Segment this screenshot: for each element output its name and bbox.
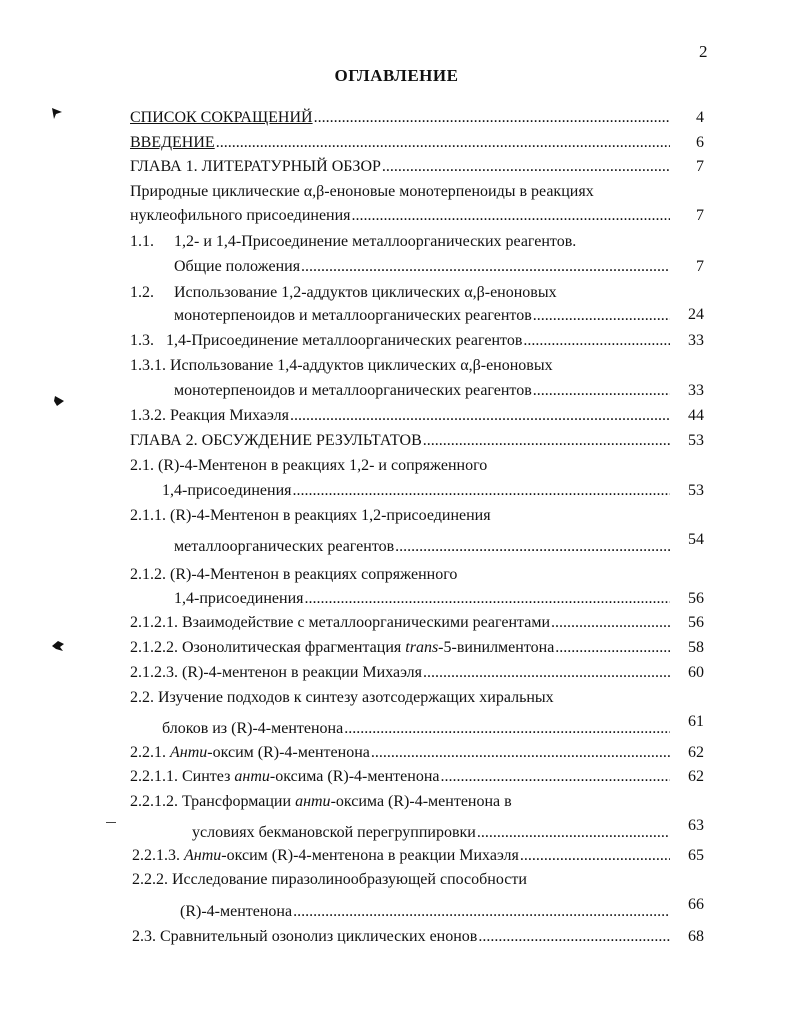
toc-entry <box>130 743 670 763</box>
toc-entry-title: (R)-4-ментенона <box>180 903 293 920</box>
toc-entry-title: 1,4-присоединения <box>162 482 292 499</box>
page-number: 2 <box>699 42 708 61</box>
title-italic: Анти <box>170 744 208 761</box>
toc-entry-line1: Использование 1,2-аддуктов циклических α,β-еноновых <box>174 284 557 301</box>
margin-tick <box>106 822 116 823</box>
title-prefix: 2.2.1.2. Трансформации <box>130 793 296 810</box>
toc-entry <box>130 406 670 426</box>
toc-entry-title: 2.1.2.1. Взаимодействие с металлоорганическими реагентами <box>130 614 551 631</box>
title-prefix: 2.1.2.2. Озонолитическая фрагментация <box>130 639 406 656</box>
dot-leader <box>371 743 670 763</box>
toc-page-number: 4 <box>696 109 704 126</box>
toc-page-number: 6 <box>696 134 704 151</box>
toc-entry-title: условиях бекмановской перегруппировки <box>192 824 476 841</box>
toc-entry-line1: 2.2.2. Исследование пиразолинообразующей способности <box>132 871 527 888</box>
toc-entry-line1: 1.3.1. Использование 1,4-аддуктов циклических α,β-еноновых <box>130 357 553 374</box>
toc-entry <box>132 927 670 947</box>
toc-entry-line1: 2.1. (R)-4-Ментенон в реакциях 1,2- и сопряженного <box>130 457 488 474</box>
dot-leader <box>216 133 670 153</box>
title-prefix: 2.2.1.3. <box>132 847 184 864</box>
dot-leader <box>293 481 671 501</box>
dot-leader <box>533 306 670 326</box>
margin-mark-icon <box>50 106 64 120</box>
toc-entry <box>132 846 670 866</box>
toc-page-number: 33 <box>688 382 704 399</box>
toc-entry <box>130 613 670 633</box>
toc-page-number: 62 <box>688 744 704 761</box>
dot-leader <box>423 431 670 451</box>
toc-entry-title: 1.3.2. Реакция Михаэля <box>130 407 289 424</box>
toc-page-number: 56 <box>688 590 704 607</box>
toc-entry-line1: 2.2. Изучение подходов к синтезу азотсодержащих хиральных <box>130 689 554 706</box>
margin-mark-icon <box>52 394 66 408</box>
toc-page-number: 58 <box>688 639 704 656</box>
toc-entry-title: ГЛАВА 1. ЛИТЕРАТУРНЫЙ ОБЗОР <box>130 158 381 175</box>
toc-entry-line1: Природные циклические α,β-еноновые монотерпеноиды в реакциях <box>130 183 594 200</box>
toc-entry-title <box>130 767 439 787</box>
toc-page-number: 54 <box>688 531 704 548</box>
toc-entry <box>192 823 670 843</box>
toc-entry-line1: 1,2- и 1,4-Присоединение металлоорганических реагентов. <box>174 233 577 250</box>
toc-entry-title: 2.1.2.3. (R)-4-ментенон в реакции Михаэля <box>130 664 423 681</box>
toc-entry-title: 1.3. 1,4-Присоединение металлоорганических реагентов <box>130 332 523 349</box>
toc-entry-title <box>132 846 519 866</box>
dot-leader <box>477 823 670 843</box>
toc-entry-title: блоков из (R)-4-ментенона <box>162 720 344 737</box>
toc-entry <box>130 206 670 226</box>
toc-entry-title: металлоорганических реагентов <box>174 538 395 555</box>
dot-leader <box>305 589 671 609</box>
toc-entry-title: ВВЕДЕНИЕ <box>130 134 215 151</box>
dot-leader <box>478 927 670 947</box>
toc-entry <box>130 431 670 451</box>
toc-entry <box>174 381 670 401</box>
toc-entry <box>174 589 670 609</box>
dot-leader <box>395 537 670 557</box>
toc-entry <box>130 157 670 177</box>
title-suffix: -5-винилментона <box>438 639 555 656</box>
dot-leader <box>533 381 670 401</box>
toc-entry-number: 1.1. <box>130 233 154 250</box>
toc-page-number: 62 <box>688 768 704 785</box>
title-prefix: 2.2.1. <box>130 744 170 761</box>
toc-page-number: 66 <box>688 896 704 913</box>
toc-entry <box>130 638 670 658</box>
toc-entry <box>180 902 670 922</box>
dot-leader <box>352 206 670 226</box>
toc-page-number: 33 <box>688 332 704 349</box>
margin-mark-icon <box>50 639 64 653</box>
toc-page-number: 7 <box>696 207 704 224</box>
title-italic: анти <box>295 793 331 810</box>
toc-page-number: 56 <box>688 614 704 631</box>
page-title: ОГЛАВЛЕНИЕ <box>334 66 459 85</box>
toc-entry-title <box>130 638 554 658</box>
toc-entry-line1: 2.1.2. (R)-4-Ментенон в реакциях сопряженного <box>130 566 458 583</box>
title-italic: trans <box>405 639 439 656</box>
toc-entry <box>130 133 670 153</box>
title-italic: анти <box>234 768 270 785</box>
toc-page-number: 53 <box>688 482 704 499</box>
dot-leader <box>382 157 670 177</box>
title-suffix: -оксим (R)-4-ментенона в реакции Михаэля <box>221 847 519 864</box>
toc-page-number: 65 <box>688 847 704 864</box>
dot-leader <box>290 406 670 426</box>
toc-page-number: 61 <box>688 713 704 730</box>
toc-entry-title: Общие положения <box>174 258 301 275</box>
dot-leader <box>555 638 670 658</box>
dot-leader <box>344 719 670 739</box>
toc-entry <box>130 108 670 128</box>
dot-leader <box>314 108 670 128</box>
toc-entry <box>130 331 670 351</box>
dot-leader <box>423 663 670 683</box>
toc-entry <box>174 306 670 326</box>
dot-leader <box>440 767 670 787</box>
dot-leader <box>301 257 670 277</box>
toc-entry-line1: 2.1.1. (R)-4-Ментенон в реакциях 1,2-присоединения <box>130 507 491 524</box>
toc-entry-title: монотерпеноидов и металлоорганических реагентов <box>174 382 532 399</box>
toc-page-number: 53 <box>688 432 704 449</box>
toc-entry-title: 1,4-присоединения <box>174 590 304 607</box>
toc-page-number: 7 <box>696 158 704 175</box>
dot-leader <box>293 902 670 922</box>
title-suffix: -оксима (R)-4-ментенона <box>269 768 440 785</box>
title-suffix: -оксима (R)-4-ментенона в <box>330 793 512 810</box>
toc-page-number: 68 <box>688 928 704 945</box>
dot-leader <box>520 846 670 866</box>
toc-entry-title: нуклеофильного присоединения <box>130 207 351 224</box>
toc-entry <box>174 537 670 557</box>
toc-entry-title <box>130 743 370 763</box>
toc-entry-title: монотерпеноидов и металлоорганических реагентов <box>174 307 532 324</box>
toc-entry <box>162 481 670 501</box>
toc-entry <box>130 663 670 683</box>
toc-page-number: 63 <box>688 817 704 834</box>
toc-entry-number: 1.2. <box>130 284 154 301</box>
title-italic: Анти <box>184 847 222 864</box>
toc-entry <box>162 719 670 739</box>
dot-leader <box>523 331 670 351</box>
title-prefix: 2.2.1.1. Синтез <box>130 768 235 785</box>
toc-page-number: 7 <box>696 258 704 275</box>
toc-entry-title: 2.3. Сравнительный озонолиз циклических енонов <box>132 928 478 945</box>
toc-entry-title: ГЛАВА 2. ОБСУЖДЕНИЕ РЕЗУЛЬТАТОВ <box>130 432 422 449</box>
toc-page-number: 24 <box>688 306 704 323</box>
title-suffix: -оксим (R)-4-ментенона <box>207 744 370 761</box>
toc-page-number: 44 <box>688 407 704 424</box>
toc-entry <box>130 767 670 787</box>
dot-leader <box>551 613 670 633</box>
toc-entry-title: СПИСОК СОКРАЩЕНИЙ <box>130 109 313 126</box>
toc-page-number: 60 <box>688 664 704 681</box>
toc-entry <box>174 257 670 277</box>
toc-entry-line1 <box>130 792 512 812</box>
